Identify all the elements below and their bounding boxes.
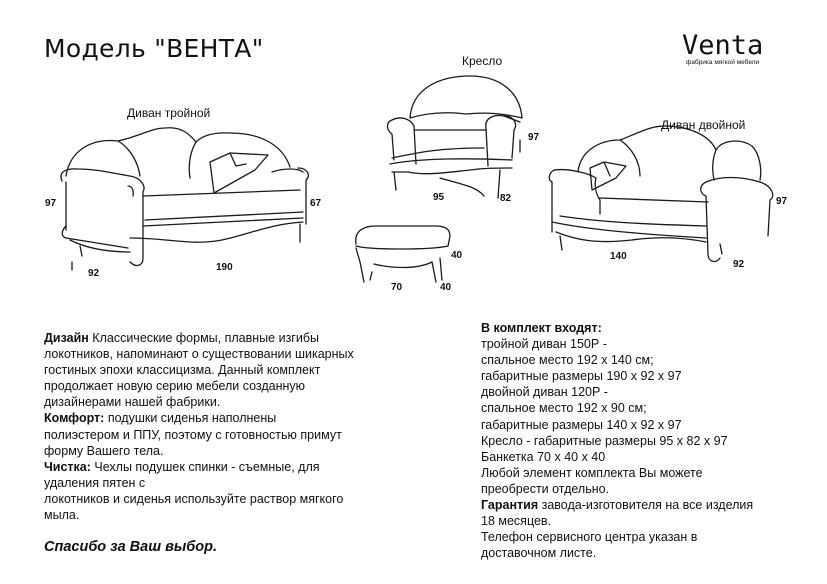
armchair-drawing — [388, 76, 523, 198]
ottoman-depth: 40 — [440, 282, 452, 293]
sofa-triple-depth: 92 — [88, 268, 100, 279]
brand-logo: Venta — [682, 30, 764, 61]
thanks-message: Спасибо за Ваш выбор. — [44, 539, 217, 555]
comfort-line: Комфорт: подушки сиденья наполнены — [44, 411, 277, 426]
kit-heading: В комплект входят: — [481, 321, 602, 335]
sofa-triple-drawing — [61, 128, 308, 270]
ottoman-drawing — [356, 226, 450, 282]
sofa-double-drawing — [549, 126, 773, 261]
brand-subtitle: фабрика мягкой мебели — [686, 59, 760, 66]
armchair-label: Кресло — [462, 54, 503, 68]
comfort-heading: Комфорт: — [44, 411, 105, 426]
sofa-triple-seat-height: 67 — [310, 198, 322, 209]
armchair-width: 95 — [433, 192, 445, 203]
page-title: Модель "ВЕНТА" — [44, 34, 264, 63]
sofa-double-label: Диван двойной — [661, 118, 746, 132]
sofa-triple-label: Диван тройной — [127, 106, 211, 120]
sofa-double-depth: 92 — [733, 259, 745, 270]
design-heading: Дизайн — [44, 331, 89, 345]
sofa-double-width: 140 — [610, 251, 627, 262]
ottoman-width: 70 — [391, 282, 403, 293]
description-block: Дизайн Классические формы, плавные изгибы локотников, напоминают о существовании шикарных гостиных эпохи классицизма. Данный комплект продолжает новую серию мебели созданную дизайнерами нашей фабрики. Комфорт: подушки сиденья наполнены полиэстером и ППУ, поэтому с готовностью примут форму Вашего тела. Чистка: Чехлы подушек спинки - съемные, для удаления пятен с локотников и сиденья используйте раствор мягкого мыла. — [44, 331, 354, 523]
kit-block: В комплект входят: тройной диван 150Р - спальное место 192 х 140 см; габаритные размеры 190 х 92 х 97 двойной диван 120Р - спальное место 192 х 90 см; габаритные размеры 140 х 92 х 97 Кресло - габаритные размеры 95 х 82 х 97 Банкетка 70 х 40 х 40 Любой элемент комплекта Вы можете преобрести отдельно. Гарантия завода-изготовителя на все изделия 18 месяцев. Телефон сервисного центра указан в доставочном листе. — [481, 321, 754, 561]
design-line: Дизайн Классические формы, плавные изгибы — [44, 331, 319, 345]
armchair-depth: 82 — [500, 193, 512, 204]
sofa-triple-width: 190 — [216, 262, 233, 273]
sofa-double-height: 97 — [776, 196, 788, 207]
clean-heading: Чистка: — [44, 459, 91, 474]
ottoman-height: 40 — [451, 250, 463, 261]
armchair-height: 97 — [528, 132, 540, 143]
guarantee-heading: Гарантия — [481, 498, 539, 513]
guarantee-line: Гарантия завода-изготовителя на все изделия — [481, 498, 754, 513]
sofa-triple-height: 97 — [45, 198, 57, 209]
clean-line: Чистка: Чехлы подушек спинки - съемные, для — [44, 459, 320, 474]
